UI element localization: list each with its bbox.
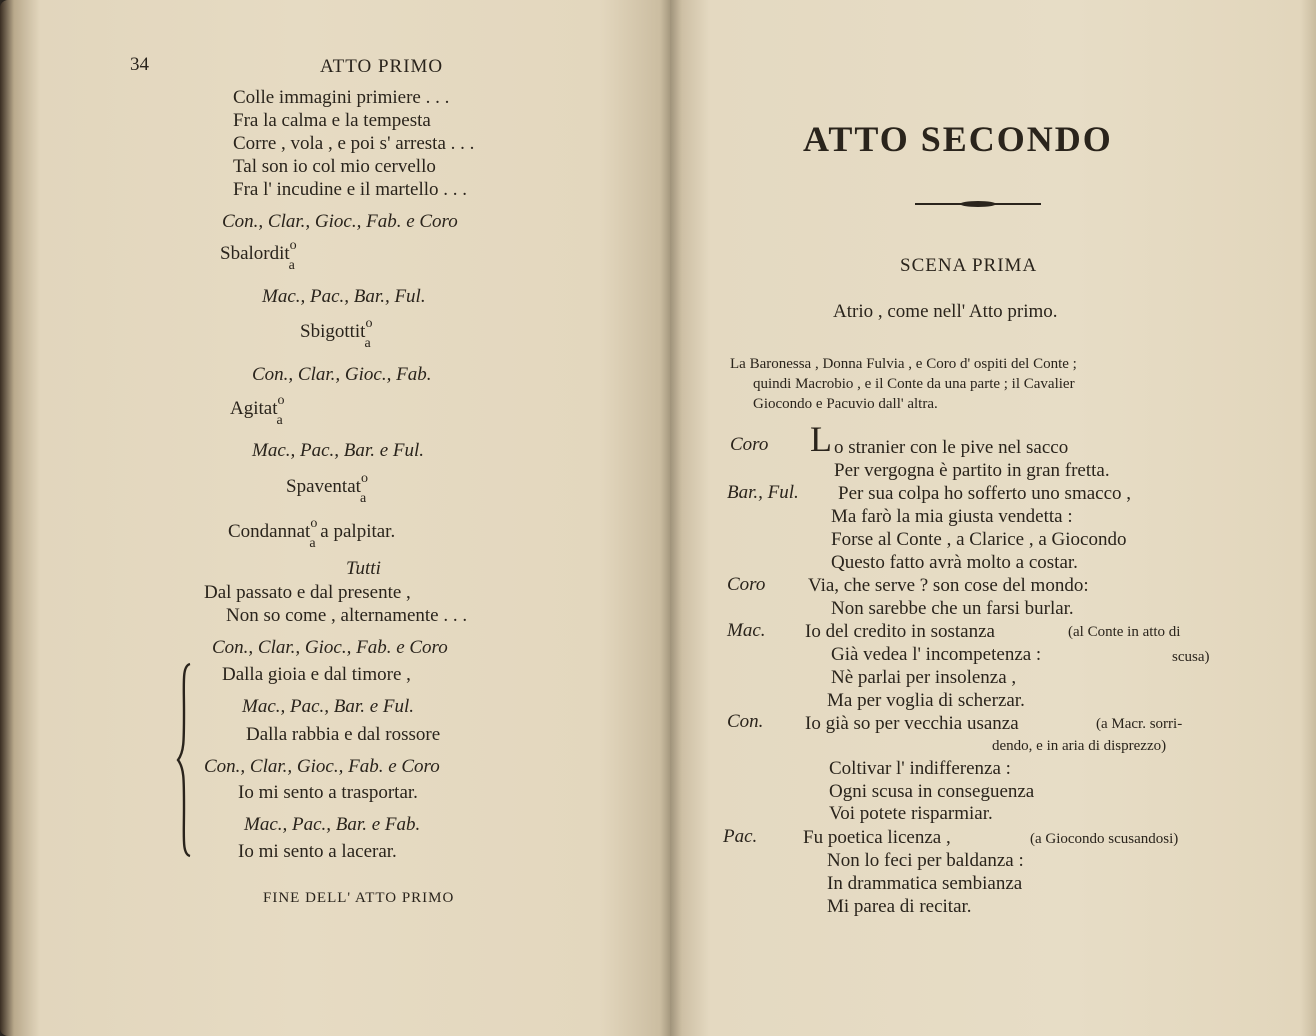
speaker-label: Mac., Pac., Bar. e Ful. [242, 696, 415, 717]
cast-line: La Baronessa , Donna Fulvia , e Coro d' ospiti del Conte ; [730, 356, 1077, 372]
end-of-act-footer: FINE DELL' ATTO PRIMO [263, 890, 455, 906]
speaker-role: Con. [727, 711, 764, 732]
verse-line: Fra la calma e la tempesta [233, 110, 431, 131]
stage-direction: (a Giocondo scusandosi) [1030, 831, 1179, 847]
verse-word: Condannat$^o_a$ a palpitar. [228, 516, 396, 551]
verse-line: Non lo feci per baldanza : [827, 850, 1024, 871]
page-number: 34 [130, 54, 149, 75]
verse-line: Non sarebbe che un farsi burlar. [831, 598, 1074, 619]
verse-line: Io mi sento a trasportar. [238, 782, 418, 803]
cast-line: quindi Macrobio , e il Conte da una parte ; il Cavalier [753, 376, 1075, 392]
speaker-label: Mac., Pac., Bar. e Ful. [252, 440, 425, 461]
verse-line: Non so come , alternamente . . . [226, 605, 468, 626]
verse-line: Ma farò la mia giusta vendetta : [831, 506, 1073, 527]
verse-line: Via, che serve ? son cose del mondo: [808, 575, 1089, 596]
verse-word: Sbalordit$^o_a$ [220, 238, 297, 273]
speaker-label: Con., Clar., Gioc., Fab. [252, 364, 432, 385]
curly-brace-icon [176, 662, 192, 858]
verse-word: Agitat$^o_a$ [230, 393, 285, 428]
stage-direction: dendo, e in aria di disprezzo) [992, 738, 1167, 754]
verse-line: Dalla rabbia e dal rossore [246, 724, 441, 745]
speaker-role: Bar., Ful. [727, 482, 799, 503]
scene-title: SCENA PRIMA [900, 255, 1038, 276]
verse-line: Corre , vola , e poi s' arresta . . . [233, 133, 475, 154]
verse-word: Sbigottit$^o_a$ [300, 316, 373, 351]
speaker-role: Mac. [727, 620, 766, 641]
verse-line: Dalla gioia e dal timore , [222, 664, 411, 685]
drop-cap: L [810, 419, 832, 459]
speaker-role: Pac. [723, 826, 758, 847]
act-title: ATTO SECONDO [803, 119, 1113, 159]
verse-line: Ogni scusa in conseguenza [829, 781, 1035, 802]
verse-line: Tal son io col mio cervello [233, 156, 436, 177]
verse-line: Io mi sento a lacerar. [238, 841, 397, 862]
verse-line: Nè parlai per insolenza , [831, 667, 1017, 688]
speaker-label: Mac., Pac., Bar., Ful. [262, 286, 426, 307]
stage-direction: scusa) [1172, 649, 1210, 665]
verse-line: Dal passato e dal presente , [204, 582, 411, 603]
verse-line: Questo fatto avrà molto a costar. [831, 552, 1078, 573]
verse-line: Fra l' incudine e il martello . . . [233, 179, 468, 200]
stage-direction: (a Macr. sorri- [1096, 716, 1183, 732]
stage-direction: (al Conte in atto di [1068, 624, 1181, 640]
speaker-label: Mac., Pac., Bar. e Fab. [244, 814, 421, 835]
speaker-label: Con., Clar., Gioc., Fab. e Coro [212, 637, 448, 658]
verse-line: Io del credito in sostanza [805, 621, 995, 642]
speaker-role: Coro [727, 574, 766, 595]
verse-line: Forse al Conte , a Clarice , a Giocondo [831, 529, 1127, 550]
speaker-role: Coro [730, 434, 769, 455]
verse-line: Fu poetica licenza , [803, 827, 951, 848]
verse-word: Spaventat$^o_a$ [286, 471, 368, 506]
tutti-label: Tutti [346, 558, 381, 579]
verse-line: o stranier con le pive nel sacco [834, 437, 1069, 458]
speaker-label: Con., Clar., Gioc., Fab. e Coro [204, 756, 440, 777]
cast-line: Giocondo e Pacuvio dall' altra. [753, 396, 938, 412]
verse-line: Mi parea di recitar. [827, 896, 972, 917]
verse-line: Per sua colpa ho sofferto uno smacco , [838, 483, 1132, 504]
verse-line: Voi potete risparmiar. [829, 803, 993, 824]
verse-line: Per vergogna è partito in gran fretta. [834, 460, 1110, 481]
verse-line: Già vedea l' incompetenza : [831, 644, 1042, 665]
speaker-label: Con., Clar., Gioc., Fab. e Coro [222, 211, 458, 232]
ornamental-rule-center [960, 201, 996, 207]
verse-line: Colle immagini primiere . . . [233, 87, 450, 108]
verse-line: Coltivar l' indifferenza : [829, 758, 1011, 779]
scene-setting: Atrio , come nell' Atto primo. [833, 301, 1058, 322]
running-head: ATTO PRIMO [320, 56, 444, 77]
verse-line: Io già so per vecchia usanza [805, 713, 1019, 734]
verse-line: Ma per voglia di scherzar. [827, 690, 1025, 711]
verse-line: In drammatica sembianza [827, 873, 1023, 894]
